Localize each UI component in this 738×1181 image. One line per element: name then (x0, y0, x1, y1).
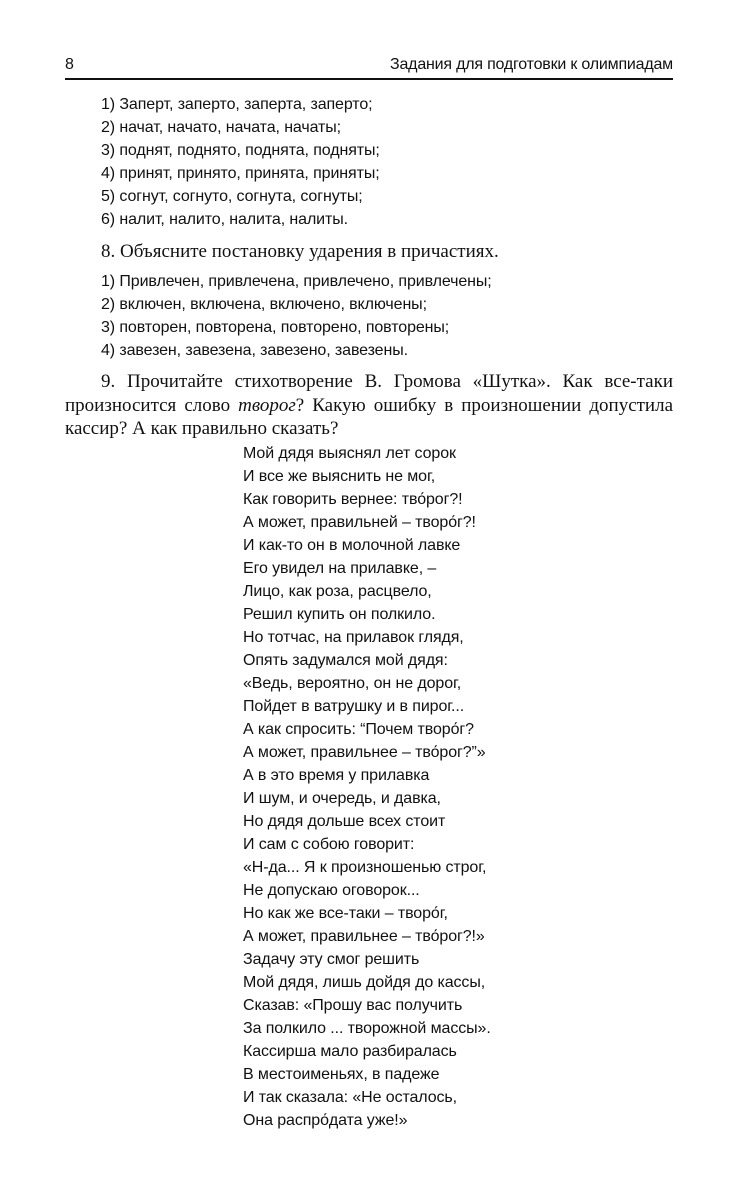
list-item: 6) налит, налито, налита, налиты. (101, 211, 348, 228)
poem-line: Мой дядя, лишь дойдя до кассы, (243, 974, 486, 991)
poem-line: Но как же все-таки – творо́г, (243, 905, 448, 922)
list-item: 4) принят, принято, принята, приняты; (101, 165, 380, 182)
poem-line: И сам с собою говорит: (243, 836, 415, 853)
poem-line: «Н-да... Я к произношенью строг, (243, 859, 487, 876)
poem-line: Лицо, как роза, расцвело, (243, 583, 432, 600)
poem-line: И все же выяснить не мог, (243, 468, 436, 485)
poem-line: А может, правильнее – тво́рог?!» (243, 928, 485, 945)
poem-line: А может, правильнее – тво́рог?”» (243, 744, 486, 761)
task-9-paragraph (65, 370, 673, 441)
poem-line: Она распро́дата уже!» (243, 1112, 408, 1129)
poem-line: Решил купить он полкило. (243, 606, 436, 623)
poem-line: А может, правильней – творо́г?! (243, 514, 476, 531)
poem-line: Его увидел на прилавке, – (243, 560, 437, 577)
list-item: 3) поднят, поднято, поднята, подняты; (101, 142, 380, 159)
task-8-heading: 8. Объясните постановку ударения в причастиях. (101, 241, 499, 262)
list-item: 1) Заперт, заперто, заперта, заперто; (101, 96, 373, 113)
page-header (65, 56, 673, 80)
page-number: 8 (65, 56, 74, 73)
list-item: 1) Привлечен, привлечена, привлечено, привлечены; (101, 273, 492, 290)
poem-line: Не допускаю оговорок... (243, 882, 420, 899)
task-9-text-before: 9. Прочитайте стихотворение В. Громова «Шутка». Как все-таки произносится слово (65, 371, 673, 416)
task7-word-list (101, 93, 380, 231)
poem-line: А как спросить: “Почем творо́г? (243, 721, 474, 738)
poem-line: Задачу эту смог решить (243, 951, 420, 968)
poem-line: За полкило ... творожной массы». (243, 1020, 491, 1037)
poem-line: «Ведь, вероятно, он не дорог, (243, 675, 462, 692)
list-item: 5) согнут, согнуто, согнута, согнуты; (101, 188, 363, 205)
poem-line: И как-то он в молочной лавке (243, 537, 461, 554)
poem-line: Пойдет в ватрушку и в пирог... (243, 698, 465, 715)
running-title: Задания для подготовки к олимпиадам (390, 56, 673, 73)
task-9-italic-word: творог (238, 394, 296, 416)
list-item: 2) включен, включена, включено, включены; (101, 296, 427, 313)
poem-line: Но тотчас, на прилавок глядя, (243, 629, 464, 646)
poem-line: И шум, и очередь, и давка, (243, 790, 441, 807)
poem-line: Сказав: «Прошу вас получить (243, 997, 463, 1014)
task8-word-list (101, 270, 492, 362)
poem-line: Опять задумался мой дядя: (243, 652, 448, 669)
poem-line: И так сказала: «Не осталось, (243, 1089, 458, 1106)
list-item: 4) завезен, завезена, завезено, завезены. (101, 342, 408, 359)
list-item: 3) повторен, повторена, повторено, повторены; (101, 319, 450, 336)
poem-line: А в это время у прилавка (243, 767, 430, 784)
poem-line: Мой дядя выяснял лет сорок (243, 445, 456, 462)
poem-line: В местоименьях, в падеже (243, 1066, 440, 1083)
poem-line: Как говорить вернее: тво́рог?! (243, 491, 463, 508)
task-9-text-after: ? Какую ошибку в произношении допустила кассир? А как правильно сказать? (65, 394, 674, 439)
list-item: 2) начат, начато, начата, начаты; (101, 119, 342, 136)
poem-line: Но дядя дольше всех стоит (243, 813, 446, 830)
poem-line: Кассирша мало разбиралась (243, 1043, 457, 1060)
poem (243, 442, 491, 1132)
